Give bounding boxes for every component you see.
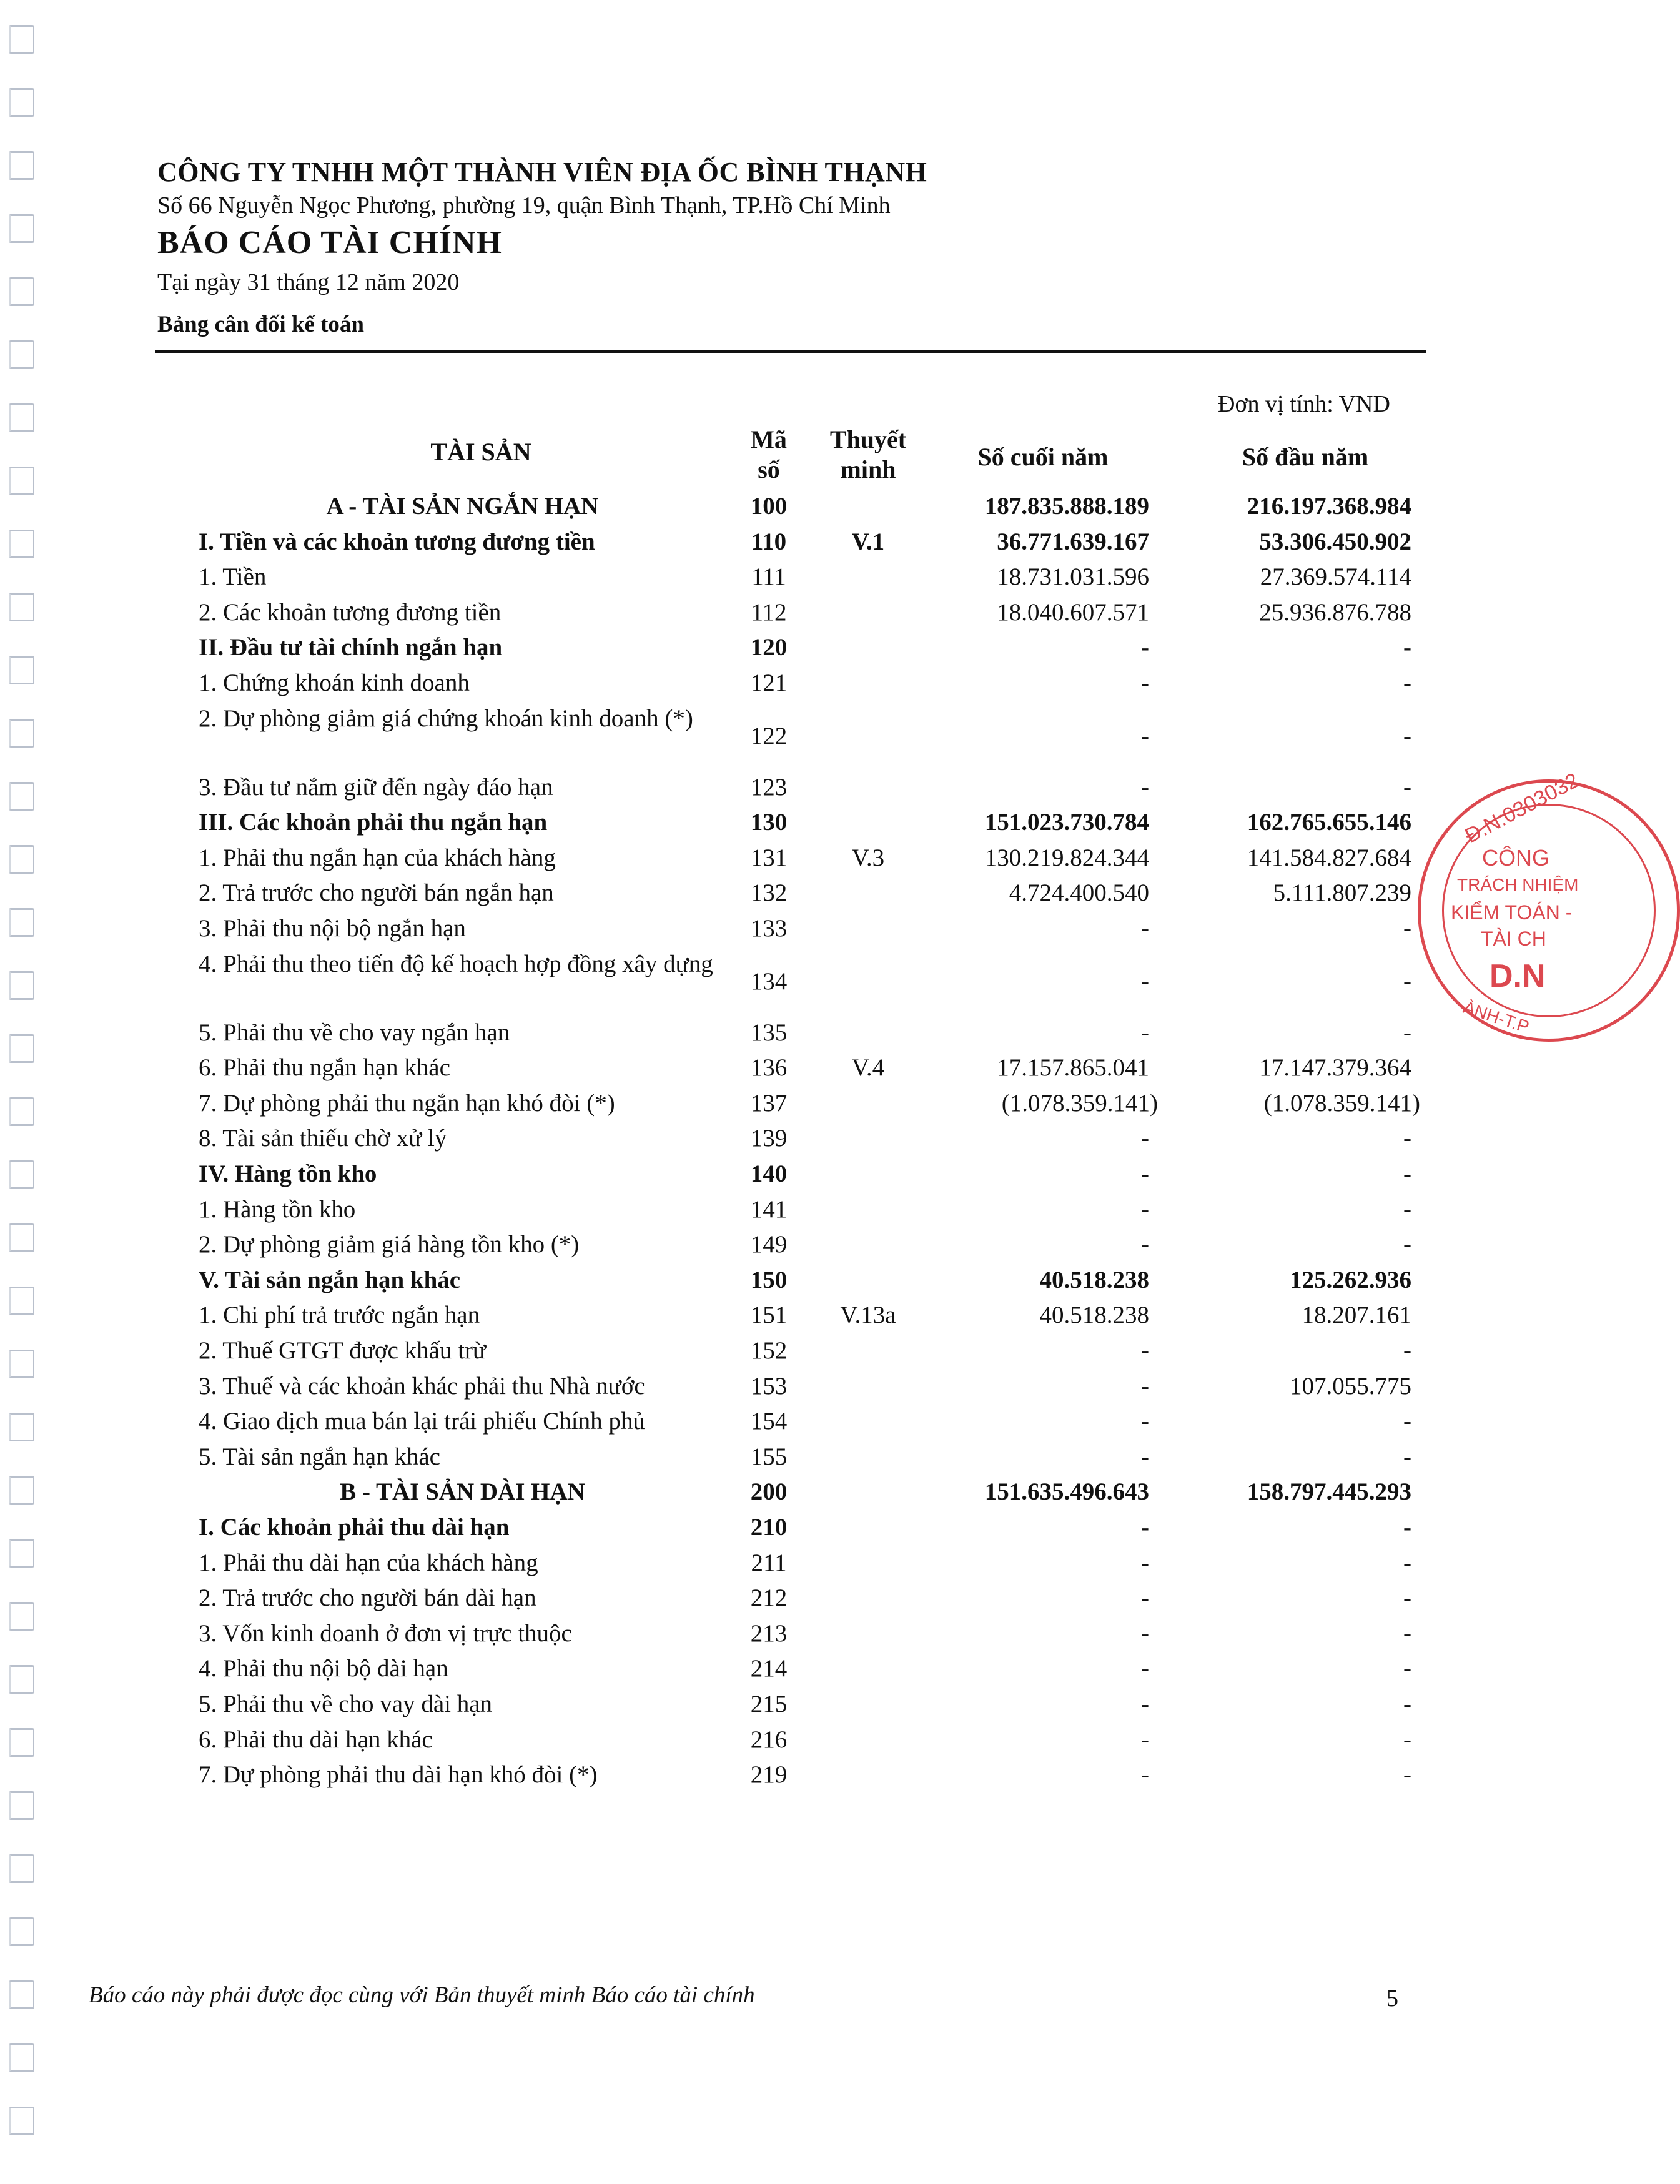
column-header-note: [812, 425, 924, 485]
row-name: 4. Phải thu theo tiến độ kế hoạch hợp đồng xây dựng: [199, 950, 713, 977]
row-beginning-of-year-value: -: [1403, 1549, 1411, 1576]
table-row: [0, 947, 1544, 1015]
row-name: 2. Các khoản tương đương tiền: [199, 598, 502, 626]
row-code: 131: [750, 844, 788, 871]
table-row: [0, 1227, 1544, 1262]
row-code: 213: [750, 1619, 788, 1647]
seal-line-2: TRÁCH NHIỆM: [1457, 875, 1579, 894]
binding-hole: [9, 214, 34, 243]
row-end-of-year-value: 18.731.031.596: [997, 563, 1149, 591]
row-name: 5. Tài sản ngắn hạn khác: [199, 1443, 440, 1470]
row-beginning-of-year-value: 125.262.936: [1290, 1266, 1411, 1293]
seal-line-6: ÀNH-T.P: [1461, 997, 1532, 1037]
row-name: 6. Phải thu dài hạn khác: [199, 1726, 433, 1753]
table-row: [0, 666, 1544, 701]
binding-hole: [9, 1917, 34, 1946]
row-beginning-of-year-value: -: [1403, 1019, 1411, 1046]
row-code: 215: [750, 1691, 788, 1717]
row-code: 137: [750, 1089, 788, 1117]
binding-hole: [9, 277, 34, 306]
row-end-of-year-value: -: [1141, 670, 1149, 696]
column-header-note-line1: Thuyết: [829, 425, 907, 453]
row-code: 112: [751, 598, 787, 626]
row-beginning-of-year-value: -: [1403, 1231, 1411, 1258]
row-end-of-year-value: -: [1141, 1125, 1149, 1152]
company-name: CÔNG TY TNHH MỘT THÀNH VIÊN ĐỊA ỐC BÌNH THẠNH: [157, 157, 927, 187]
binding-hole: [9, 1791, 34, 1820]
table-row: [0, 770, 1544, 805]
row-name: 1. Chứng khoán kinh doanh: [199, 670, 470, 696]
table-row: [0, 1687, 1544, 1722]
table-row: [0, 1440, 1544, 1475]
row-beginning-of-year-value: -: [1403, 670, 1411, 696]
table-row: [0, 1121, 1544, 1156]
binding-hole: [9, 2043, 34, 2072]
row-code: 200: [750, 1478, 788, 1506]
row-beginning-of-year-value: -: [1403, 1443, 1411, 1470]
row-name: 1. Tiền: [199, 563, 267, 591]
row-name: 1. Phải thu ngắn hạn của khách hàng: [199, 844, 556, 871]
row-code: 214: [750, 1655, 788, 1682]
row-name: 3. Thuế và các khoản khác phải thu Nhà nước: [199, 1372, 645, 1400]
row-code: 122: [750, 722, 788, 749]
row-name: 4. Giao dịch mua bán lại trái phiếu Chính phủ: [199, 1408, 645, 1435]
row-name: II. Đầu tư tài chính ngắn hạn: [199, 634, 503, 661]
table-row: [0, 1157, 1544, 1192]
row-end-of-year-value: -: [1141, 1761, 1149, 1789]
row-name: B - TÀI SẢN DÀI HẠN: [340, 1478, 585, 1506]
row-code: 135: [750, 1019, 788, 1046]
column-header-end-of-year: Số cuối năm: [977, 443, 1109, 471]
row-code: 139: [750, 1125, 788, 1152]
row-name: 3. Phải thu nội bộ ngắn hạn: [199, 915, 466, 942]
row-name: 6. Phải thu ngắn hạn khác: [199, 1054, 450, 1082]
row-name: A - TÀI SẢN NGẮN HẠN: [326, 493, 599, 520]
row-name: 5. Phải thu về cho vay ngắn hạn: [199, 1019, 510, 1046]
column-header-beginning-of-year: Số đầu năm: [1242, 443, 1369, 471]
row-end-of-year-value: 18.040.607.571: [997, 598, 1149, 626]
row-name: I. Tiền và các khoản tương đương tiền: [199, 528, 595, 555]
table-row: [0, 911, 1544, 946]
row-end-of-year-value: -: [1141, 1726, 1149, 1753]
row-code: 130: [750, 809, 788, 836]
row-end-of-year-value: -: [1141, 1337, 1149, 1364]
row-code: 153: [750, 1372, 788, 1400]
row-code: 141: [750, 1195, 788, 1223]
row-name: 2. Trả trước cho người bán ngắn hạn: [199, 879, 554, 907]
row-code: 100: [750, 493, 788, 520]
table-row: [0, 1581, 1544, 1616]
table-row: [0, 630, 1544, 665]
row-beginning-of-year-value: -: [1403, 967, 1411, 995]
row-code: 154: [750, 1408, 788, 1435]
row-beginning-of-year-value: 216.197.368.984: [1247, 493, 1411, 520]
binding-hole: [9, 340, 34, 369]
row-beginning-of-year-value: -: [1403, 1619, 1411, 1647]
row-code: 132: [750, 879, 788, 907]
table-row: [0, 876, 1544, 911]
row-name: 2. Dự phòng giảm giá hàng tồn kho (*): [199, 1231, 580, 1258]
row-code: 219: [750, 1761, 788, 1789]
header-rule: [155, 350, 1426, 353]
row-note: V.13a: [840, 1302, 896, 1329]
row-code: 216: [750, 1726, 788, 1753]
row-beginning-of-year-value: -: [1403, 1195, 1411, 1223]
row-code: 151: [750, 1302, 788, 1329]
row-beginning-of-year-value: 25.936.876.788: [1259, 598, 1411, 626]
binding-hole: [9, 1854, 34, 1883]
row-end-of-year-value: 40.518.238: [1039, 1266, 1149, 1293]
table-row: [0, 489, 1544, 524]
currency-unit: Đơn vị tính: VND: [1218, 391, 1390, 417]
row-beginning-of-year-value: -: [1403, 1584, 1411, 1612]
row-code: 149: [750, 1231, 788, 1258]
table-row: [0, 1298, 1544, 1333]
row-code: 150: [750, 1266, 788, 1293]
row-name: 1. Phải thu dài hạn của khách hàng: [199, 1549, 538, 1576]
row-code: 110: [751, 528, 787, 555]
table-row: [0, 1369, 1544, 1404]
table-row: [0, 1475, 1544, 1510]
row-end-of-year-value: -: [1141, 1619, 1149, 1647]
row-end-of-year-value: -: [1141, 1549, 1149, 1576]
seal-line-3: KIỂM TOÁN -: [1451, 901, 1573, 924]
row-code: 121: [750, 670, 788, 696]
seal-line-4: TÀI CH: [1481, 927, 1546, 950]
row-beginning-of-year-value: -: [1403, 1691, 1411, 1717]
row-beginning-of-year-value: 141.584.827.684: [1247, 844, 1411, 871]
row-beginning-of-year-value: 107.055.775: [1290, 1372, 1411, 1400]
row-end-of-year-value: -: [1141, 1408, 1149, 1435]
binding-hole: [9, 88, 34, 117]
row-code: 140: [750, 1160, 788, 1187]
table-row: [0, 1404, 1544, 1439]
table-row: [0, 1757, 1544, 1792]
row-code: 134: [750, 967, 788, 995]
row-beginning-of-year-value: 17.147.379.364: [1259, 1054, 1411, 1082]
table-row: [0, 1546, 1544, 1581]
table-row: [0, 1651, 1544, 1686]
row-beginning-of-year-value: -: [1403, 773, 1411, 801]
page-number: 5: [1386, 1985, 1398, 2012]
row-name: 7. Dự phòng phải thu dài hạn khó đòi (*): [199, 1761, 598, 1789]
row-beginning-of-year-value: -: [1403, 1726, 1411, 1753]
row-name: 1. Hàng tồn kho: [199, 1195, 356, 1223]
document-header: [157, 156, 1425, 338]
row-end-of-year-value: -: [1141, 1160, 1149, 1187]
row-beginning-of-year-value: 18.207.161: [1302, 1302, 1411, 1329]
row-code: 120: [750, 634, 788, 661]
column-header-note-line2: minh: [840, 455, 896, 483]
footer-note: Báo cáo này phải được đọc cùng với Bản thuyết minh Báo cáo tài chính: [89, 1982, 755, 2008]
seal-code: Đ.N:0303032: [1461, 768, 1583, 848]
row-code: 155: [750, 1443, 788, 1470]
table-row: [0, 841, 1544, 876]
row-end-of-year-value: -: [1141, 1372, 1149, 1400]
row-code: 211: [751, 1549, 787, 1576]
column-header-code: [728, 425, 809, 485]
row-beginning-of-year-value: -: [1403, 1514, 1411, 1541]
section-title: Bảng cân đối kế toán: [157, 312, 365, 337]
row-name: 1. Chi phí trả trước ngắn hạn: [199, 1302, 480, 1329]
report-title: BÁO CÁO TÀI CHÍNH: [157, 225, 503, 260]
row-end-of-year-value: (1.078.359.141): [1001, 1089, 1158, 1117]
row-end-of-year-value: -: [1141, 1691, 1149, 1717]
row-end-of-year-value: -: [1141, 1019, 1149, 1046]
row-name: 4. Phải thu nội bộ dài hạn: [199, 1655, 448, 1682]
row-end-of-year-value: 187.835.888.189: [984, 493, 1149, 520]
row-name: IV. Hàng tồn kho: [199, 1160, 377, 1187]
row-end-of-year-value: -: [1141, 915, 1149, 942]
row-beginning-of-year-value: 53.306.450.902: [1259, 528, 1411, 555]
row-end-of-year-value: 36.771.639.167: [997, 528, 1149, 555]
table-row: [0, 1722, 1544, 1757]
row-name: 5. Phải thu về cho vay dài hạn: [199, 1691, 493, 1717]
row-name: 3. Đầu tư nắm giữ đến ngày đáo hạn: [199, 773, 553, 801]
row-name: 2. Dự phòng giảm giá chứng khoán kinh doanh (*): [199, 704, 693, 732]
table-row: [0, 1192, 1544, 1227]
table-row: [0, 1616, 1544, 1651]
table-row: [0, 1050, 1544, 1085]
row-code: 210: [750, 1514, 788, 1541]
row-beginning-of-year-value: -: [1403, 1761, 1411, 1789]
row-end-of-year-value: 151.023.730.784: [984, 809, 1149, 836]
row-beginning-of-year-value: -: [1403, 1337, 1411, 1364]
row-beginning-of-year-value: 5.111.807.239: [1273, 879, 1411, 907]
row-name: 2. Thuế GTGT được khấu trừ: [199, 1337, 487, 1364]
row-end-of-year-value: -: [1141, 1443, 1149, 1470]
row-note: V.1: [851, 528, 885, 555]
table-row: [0, 1510, 1544, 1545]
table-row: [0, 1263, 1544, 1298]
row-name: I. Các khoản phải thu dài hạn: [199, 1514, 510, 1541]
row-name: 2. Trả trước cho người bán dài hạn: [199, 1584, 536, 1612]
row-beginning-of-year-value: 158.797.445.293: [1247, 1478, 1411, 1506]
row-end-of-year-value: 4.724.400.540: [1009, 879, 1149, 907]
binding-hole: [9, 2107, 34, 2135]
row-end-of-year-value: -: [1141, 967, 1149, 995]
table-row: [0, 525, 1544, 560]
row-beginning-of-year-value: -: [1403, 915, 1411, 942]
column-header-asset: TÀI SẢN: [430, 438, 531, 466]
row-name: 7. Dự phòng phải thu ngắn hạn khó đòi (*): [199, 1089, 615, 1117]
table-row: [0, 1333, 1544, 1368]
row-beginning-of-year-value: -: [1403, 634, 1411, 661]
table-row: [0, 560, 1544, 595]
row-end-of-year-value: 151.635.496.643: [984, 1478, 1149, 1506]
row-beginning-of-year-value: -: [1403, 1655, 1411, 1682]
row-name: V. Tài sản ngắn hạn khác: [199, 1266, 461, 1293]
seal-line-5: D.N: [1490, 958, 1546, 994]
row-name: 3. Vốn kinh doanh ở đơn vị trực thuộc: [199, 1619, 572, 1647]
row-end-of-year-value: -: [1141, 1655, 1149, 1682]
row-end-of-year-value: -: [1141, 1231, 1149, 1258]
table-row: [0, 1015, 1544, 1050]
row-end-of-year-value: -: [1141, 634, 1149, 661]
seal-line-1: CÔNG: [1482, 845, 1549, 871]
row-note: V.4: [851, 1054, 885, 1082]
row-code: 133: [750, 915, 788, 942]
row-name: 8. Tài sản thiếu chờ xử lý: [199, 1125, 447, 1152]
report-date: Tại ngày 31 tháng 12 năm 2020: [157, 269, 460, 295]
binding-hole: [9, 1980, 34, 2009]
row-code: 136: [750, 1054, 788, 1082]
row-note: V.3: [851, 844, 885, 871]
row-code: 123: [750, 773, 788, 801]
table-row: [0, 805, 1544, 840]
row-end-of-year-value: -: [1141, 1195, 1149, 1223]
column-header-code-line2: số: [758, 455, 780, 483]
row-end-of-year-value: -: [1141, 773, 1149, 801]
column-header-code-line1: Mã: [751, 425, 787, 453]
row-code: 111: [751, 563, 786, 591]
row-code: 212: [750, 1584, 788, 1612]
row-end-of-year-value: -: [1141, 1584, 1149, 1612]
binding-hole: [9, 151, 34, 180]
row-beginning-of-year-value: -: [1403, 1125, 1411, 1152]
row-end-of-year-value: 17.157.865.041: [997, 1054, 1149, 1082]
row-beginning-of-year-value: 27.369.574.114: [1260, 563, 1411, 591]
row-end-of-year-value: 40.518.238: [1039, 1302, 1149, 1329]
row-end-of-year-value: -: [1141, 722, 1149, 749]
table-row: [0, 1086, 1544, 1121]
table-row: [0, 701, 1544, 770]
row-beginning-of-year-value: (1.078.359.141): [1263, 1089, 1420, 1117]
binding-hole: [9, 403, 34, 432]
row-beginning-of-year-value: -: [1403, 1408, 1411, 1435]
binding-hole: [9, 25, 34, 54]
row-code: 152: [750, 1337, 788, 1364]
row-end-of-year-value: -: [1141, 1514, 1149, 1541]
row-beginning-of-year-value: -: [1403, 722, 1411, 749]
company-seal: [1418, 768, 1680, 1042]
row-beginning-of-year-value: 162.765.655.146: [1247, 809, 1411, 836]
company-address: Số 66 Nguyễn Ngọc Phương, phường 19, quận Bình Thạnh, TP.Hồ Chí Minh: [157, 192, 891, 219]
row-name: III. Các khoản phải thu ngắn hạn: [199, 809, 548, 836]
table-row: [0, 595, 1544, 630]
row-end-of-year-value: 130.219.824.344: [984, 844, 1149, 871]
row-beginning-of-year-value: -: [1403, 1160, 1411, 1187]
